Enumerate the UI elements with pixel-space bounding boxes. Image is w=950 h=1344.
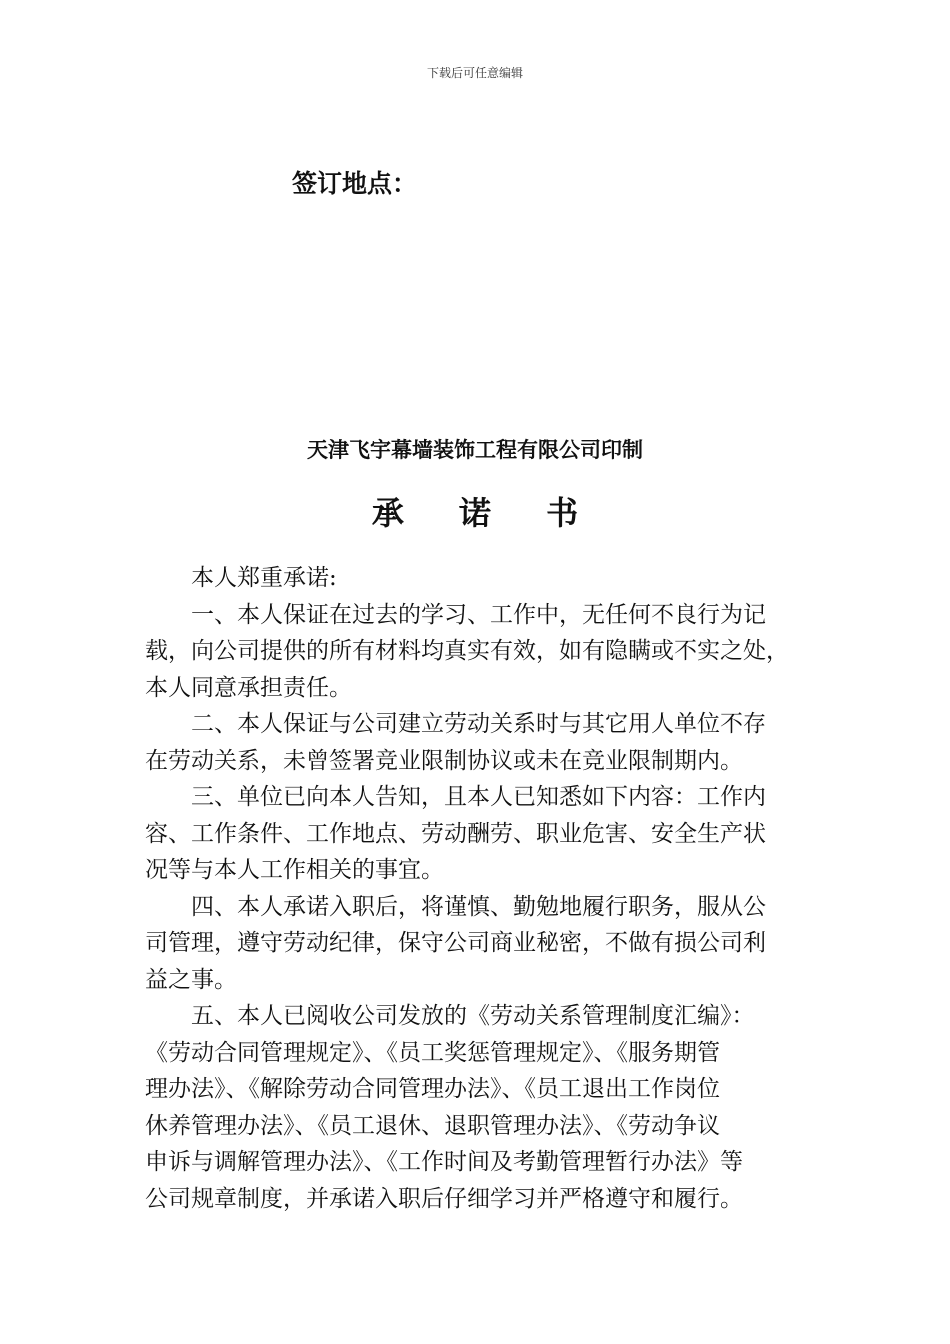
paragraph-line: 载，向公司提供的所有材料均真实有效，如有隐瞒或不实之处， [145,638,789,664]
paragraph-line: 公司规章制度，并承诺入职后仔细学习并严格遵守和履行。 [145,1185,743,1212]
page-header-note: 下载后可任意编辑 [426,66,523,80]
paragraph-line: 一、本人保证在过去的学习、工作中，无任何不良行为记 [191,601,766,628]
paragraph-line: 三、单位已向本人告知，且本人已知悉如下内容：工作内 [191,784,766,810]
commitment-item-3 [145,779,807,889]
paragraph-line: 二、本人保证与公司建立劳动关系时与其它用人单位不存 [191,711,766,737]
paragraph-line: 本人同意承担责任。 [145,674,352,701]
paragraph-line: 四、本人承诺入职后，将谨慎、勤勉地履行职务，服从公 [191,893,766,920]
company-imprint: 天津飞宇幕墙装饰工程有限公司印制 [307,438,643,462]
document-title: 承 诺 书 [371,494,601,532]
paragraph-line: 司管理，遵守劳动纪律，保守公司商业秘密，不做有损公司利 [145,930,766,956]
paragraph-line: 理办法》、《解除劳动合同管理办法》、《员工退出工作岗位 [145,1076,720,1102]
paragraph-line: 在劳动关系，未曾签署竞业限制协议或未在竞业限制期内。 [145,747,743,774]
paragraph-line: 申诉与调解管理办法》、《工作时间及考勤管理暂行办法》等 [145,1149,743,1175]
commitment-item-2 [145,706,807,779]
commitment-item-5 [145,998,807,1217]
commitment-intro: 本人郑重承诺: [191,565,337,591]
paragraph-line: 休养管理办法》、《员工退休、退职管理办法》、《劳动争议 [145,1112,720,1139]
paragraph-line: 况等与本人工作相关的事宜。 [145,857,444,883]
commitment-item-4 [145,889,807,999]
commitment-item-1 [145,597,807,707]
signing-place-label: 签订地点： [292,169,418,198]
commitment-body [145,560,807,1217]
paragraph-line: 《劳动合同管理规定》、《员工奖惩管理规定》、《服务期管 [145,1039,720,1066]
paragraph-line: 五、本人已阅收公司发放的《劳动关系管理制度汇编》： [191,1003,755,1029]
paragraph-line: 容、工作条件、工作地点、劳动酬劳、职业危害、安全生产状 [145,820,766,847]
paragraph-line: 益之事。 [145,966,237,993]
